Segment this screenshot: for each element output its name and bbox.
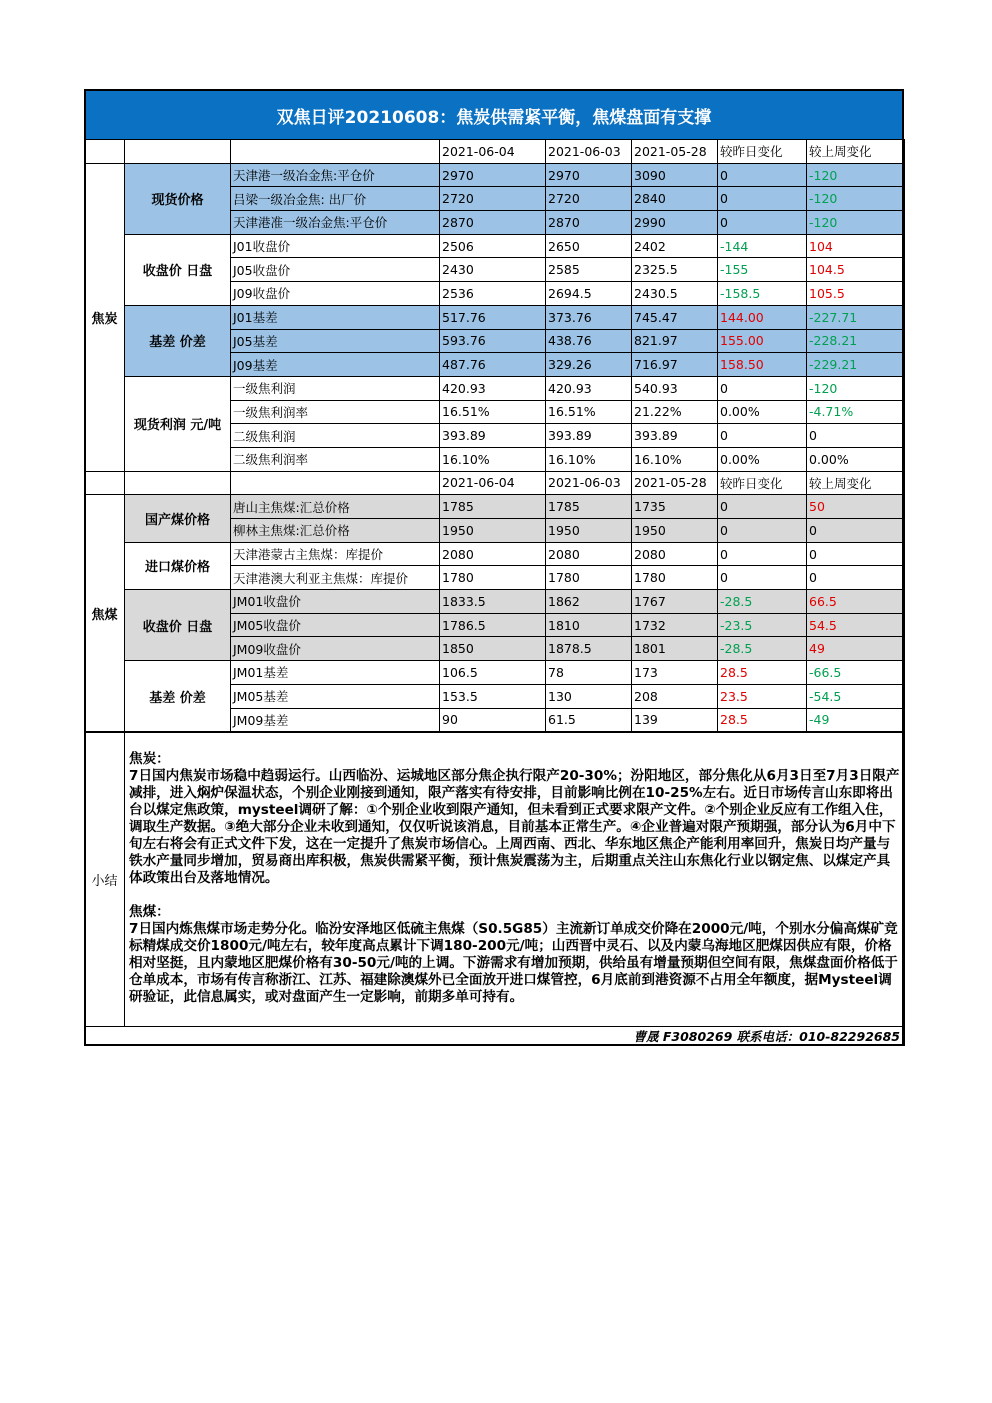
value-cell: 329.26 [546,353,632,377]
value-cell: 2720 [546,187,632,211]
value-cell: 2870 [440,211,546,235]
value-cell: 1780 [632,566,718,590]
value-cell: 745.47 [632,305,718,329]
report-title: 双焦日评20210608：焦炭供需紧平衡，焦煤盘面有支撑 [84,89,904,139]
value-cell: 104.5 [807,258,905,282]
section-label: 基差 价差 [125,305,231,376]
column-header: 2021-06-04 [440,471,546,495]
value-cell: 2080 [546,542,632,566]
value-cell: 158.50 [718,353,807,377]
value-cell: -158.5 [718,282,807,306]
value-cell: 16.10% [546,447,632,471]
value-cell: -28.5 [718,637,807,661]
value-cell: 1780 [546,566,632,590]
value-cell: 1950 [546,519,632,543]
value-cell: 540.93 [632,376,718,400]
summary-coke-text: 7日国内焦炭市场稳中趋弱运行。山西临汾、运城地区部分焦企执行限产20-30%；汾阳地区，部分焦化从6月3日至7月3日限产减排，进入焖炉保温状态，个别企业刚接到通知，限产落实有待安排，目前影响比例在10-25%左右。近日市场传言山东即将出台以煤定焦政策，mysteel调研了解：①个别企业收到限产通知，但未看到正式要求限产文件。②个别企业反应有工作组入住，调取生产数据。③绝大部分企业未收到通知，仅仅听说该消息，目前基本正常生产。④企业普遍对限产预期强，部分认为6月中下旬左右将会有正式文件下发，这在一定提升了焦炭市场信心。上周西南、西北、华东地区焦企产能利用率回升，焦炭日均产量与铁水产量同步增加，贸易商出库积极，焦炭供需紧平衡，预计焦炭震荡为主，后期重点关注山东焦化行业以钢定焦、以煤定产具体政策出台及落地情况。 [129,768,900,887]
value-cell: 104 [807,234,905,258]
row-item: 二级焦利润 [231,424,440,448]
row-item: J01基差 [231,305,440,329]
value-cell: 0 [807,519,905,543]
value-cell: -49 [807,708,905,732]
value-cell: -23.5 [718,613,807,637]
row-item: J05基差 [231,329,440,353]
row-item: 一级焦利润率 [231,400,440,424]
summary-text [125,733,905,1027]
value-cell: 1786.5 [440,613,546,637]
value-cell: 0 [718,542,807,566]
value-cell: 2402 [632,234,718,258]
value-cell: 2080 [632,542,718,566]
row-item: J09基差 [231,353,440,377]
value-cell: 155.00 [718,329,807,353]
row-item: 柳林主焦煤:汇总价格 [231,519,440,543]
column-header: 较上周变化 [807,471,905,495]
value-cell: 2585 [546,258,632,282]
section-label: 收盘价 日盘 [125,234,231,305]
table-row [85,305,905,329]
value-cell: -120 [807,187,905,211]
value-cell: 2430.5 [632,282,718,306]
row-item: 天津港准一级冶金焦:平仓价 [231,211,440,235]
row-item: 一级焦利润 [231,376,440,400]
value-cell: 2650 [546,234,632,258]
column-header: 2021-06-03 [546,140,632,164]
value-cell: 487.76 [440,353,546,377]
value-cell: 208 [632,684,718,708]
value-cell: 0 [718,163,807,187]
value-cell: 1833.5 [440,590,546,614]
header-blank [85,471,125,495]
header-blank [231,471,440,495]
value-cell: 593.76 [440,329,546,353]
row-item: JM09基差 [231,708,440,732]
value-cell: 78 [546,661,632,685]
summary-coal-title: 焦煤： [129,904,170,921]
value-cell: 1785 [546,495,632,519]
row-item: 天津港蒙古主焦煤：库提价 [231,542,440,566]
summary-label: 小结 [85,733,125,1027]
value-cell: 2720 [440,187,546,211]
coal-header-row [85,471,905,495]
value-cell: 1801 [632,637,718,661]
value-cell: -229.21 [807,353,905,377]
value-cell: 373.76 [546,305,632,329]
table-row [85,495,905,519]
header-blank [125,140,231,164]
row-item: 唐山主焦煤:汇总价格 [231,495,440,519]
row-item: J09收盘价 [231,282,440,306]
table-row [85,163,905,187]
value-cell: -120 [807,376,905,400]
row-item: JM05收盘价 [231,613,440,637]
value-cell: 2080 [440,542,546,566]
value-cell: 1950 [632,519,718,543]
column-header: 2021-06-04 [440,140,546,164]
value-cell: 61.5 [546,708,632,732]
summary-table [84,732,905,1046]
value-cell: 16.10% [632,447,718,471]
value-cell: 130 [546,684,632,708]
value-cell: 0.00% [718,400,807,424]
value-cell: 106.5 [440,661,546,685]
row-item: J01收盘价 [231,234,440,258]
coal-group-label: 焦煤 [85,495,125,732]
value-cell: 2990 [632,211,718,235]
column-header: 较昨日变化 [718,140,807,164]
value-cell: 105.5 [807,282,905,306]
value-cell: 0.00% [807,447,905,471]
value-cell: 28.5 [718,708,807,732]
value-cell: -155 [718,258,807,282]
coke-group-label: 焦炭 [85,163,125,471]
header-blank [231,140,440,164]
row-item: 天津港一级冶金焦:平仓价 [231,163,440,187]
row-item: 天津港澳大利亚主焦煤：库提价 [231,566,440,590]
column-header: 2021-05-28 [632,471,718,495]
section-label: 国产煤价格 [125,495,231,542]
value-cell: 0 [718,495,807,519]
column-header: 较昨日变化 [718,471,807,495]
coke-header-row [85,140,905,164]
value-cell: 2870 [546,211,632,235]
value-cell: 16.10% [440,447,546,471]
value-cell: -228.21 [807,329,905,353]
value-cell: 2694.5 [546,282,632,306]
column-header: 2021-06-03 [546,471,632,495]
summary-coke-title: 焦炭： [129,751,170,768]
value-cell: 0 [718,424,807,448]
table-row [85,661,905,685]
value-cell: 144.00 [718,305,807,329]
value-cell: -28.5 [718,590,807,614]
table-row [85,234,905,258]
section-label: 现货价格 [125,163,231,234]
row-item: JM01收盘价 [231,590,440,614]
value-cell: 420.93 [546,376,632,400]
table-row [85,590,905,614]
footer-contact: 曹晟 F3080269 联系电话：010-82292685 [85,1027,905,1046]
header-blank [125,471,231,495]
value-cell: 1950 [440,519,546,543]
value-cell: 393.89 [546,424,632,448]
table-row [85,542,905,566]
value-cell: 0 [718,376,807,400]
value-cell: 139 [632,708,718,732]
value-cell: 0 [807,424,905,448]
row-item: JM09收盘价 [231,637,440,661]
column-header: 2021-05-28 [632,140,718,164]
value-cell: 16.51% [440,400,546,424]
value-cell: 28.5 [718,661,807,685]
value-cell: 420.93 [440,376,546,400]
value-cell: 1735 [632,495,718,519]
value-cell: 50 [807,495,905,519]
value-cell: 2325.5 [632,258,718,282]
value-cell: 716.97 [632,353,718,377]
value-cell: -120 [807,211,905,235]
value-cell: 1732 [632,613,718,637]
row-item: JM01基差 [231,661,440,685]
value-cell: 0 [807,566,905,590]
value-cell: 2970 [440,163,546,187]
value-cell: 393.89 [440,424,546,448]
value-cell: 153.5 [440,684,546,708]
value-cell: -66.5 [807,661,905,685]
value-cell: 2430 [440,258,546,282]
table-row [85,376,905,400]
header-blank [85,140,125,164]
value-cell: 517.76 [440,305,546,329]
value-cell: 438.76 [546,329,632,353]
value-cell: 1780 [440,566,546,590]
column-header: 较上周变化 [807,140,905,164]
value-cell: 0 [807,542,905,566]
value-cell: 23.5 [718,684,807,708]
row-item: 吕梁一级冶金焦: 出厂价 [231,187,440,211]
value-cell: -227.71 [807,305,905,329]
value-cell: 2536 [440,282,546,306]
value-cell: -144 [718,234,807,258]
value-cell: 21.22% [632,400,718,424]
summary-coal-text: 7日国内炼焦煤市场走势分化。临汾安泽地区低硫主焦煤（S0.5G85）主流新订单成交价降在2000元/吨，个别水分偏高煤矿竞标精煤成交价1800元/吨左右，较年度高点累计下调180-200元/吨；山西晋中灵石、以及内蒙乌海地区肥煤因供应有限，价格相对坚挺，且内蒙地区肥煤价格有30-50元/吨的上调。下游需求有增加预期，供给虽有增量预期但空间有限，焦煤盘面价格低于仓单成本，市场有传言称浙江、江苏、福建除澳煤外已全面放开进口煤管控，6月底前到港资源不占用全年额度，据Mysteel调研验证，此信息属实，或对盘面产生一定影响，前期多单可持有。 [129,921,898,1006]
value-cell: 54.5 [807,613,905,637]
value-cell: 393.89 [632,424,718,448]
value-cell: 2506 [440,234,546,258]
value-cell: 3090 [632,163,718,187]
value-cell: 16.51% [546,400,632,424]
value-cell: 2840 [632,187,718,211]
value-cell: 0.00% [718,447,807,471]
section-label: 现货利润 元/吨 [125,376,231,471]
value-cell: 0 [718,519,807,543]
value-cell: 1862 [546,590,632,614]
data-table [84,139,905,732]
value-cell: -4.71% [807,400,905,424]
section-label: 基差 价差 [125,661,231,732]
value-cell: 1810 [546,613,632,637]
value-cell: 1878.5 [546,637,632,661]
section-label: 进口煤价格 [125,542,231,589]
row-item: JM05基差 [231,684,440,708]
report-sheet [84,89,904,1046]
value-cell: 66.5 [807,590,905,614]
value-cell: 2970 [546,163,632,187]
value-cell: 173 [632,661,718,685]
value-cell: -120 [807,163,905,187]
value-cell: 0 [718,187,807,211]
value-cell: 1850 [440,637,546,661]
value-cell: 821.97 [632,329,718,353]
row-item: 二级焦利润率 [231,447,440,471]
value-cell: 0 [718,566,807,590]
value-cell: 1785 [440,495,546,519]
value-cell: 0 [718,211,807,235]
value-cell: 1767 [632,590,718,614]
section-label: 收盘价 日盘 [125,590,231,661]
row-item: J05收盘价 [231,258,440,282]
value-cell: 49 [807,637,905,661]
value-cell: -54.5 [807,684,905,708]
value-cell: 90 [440,708,546,732]
